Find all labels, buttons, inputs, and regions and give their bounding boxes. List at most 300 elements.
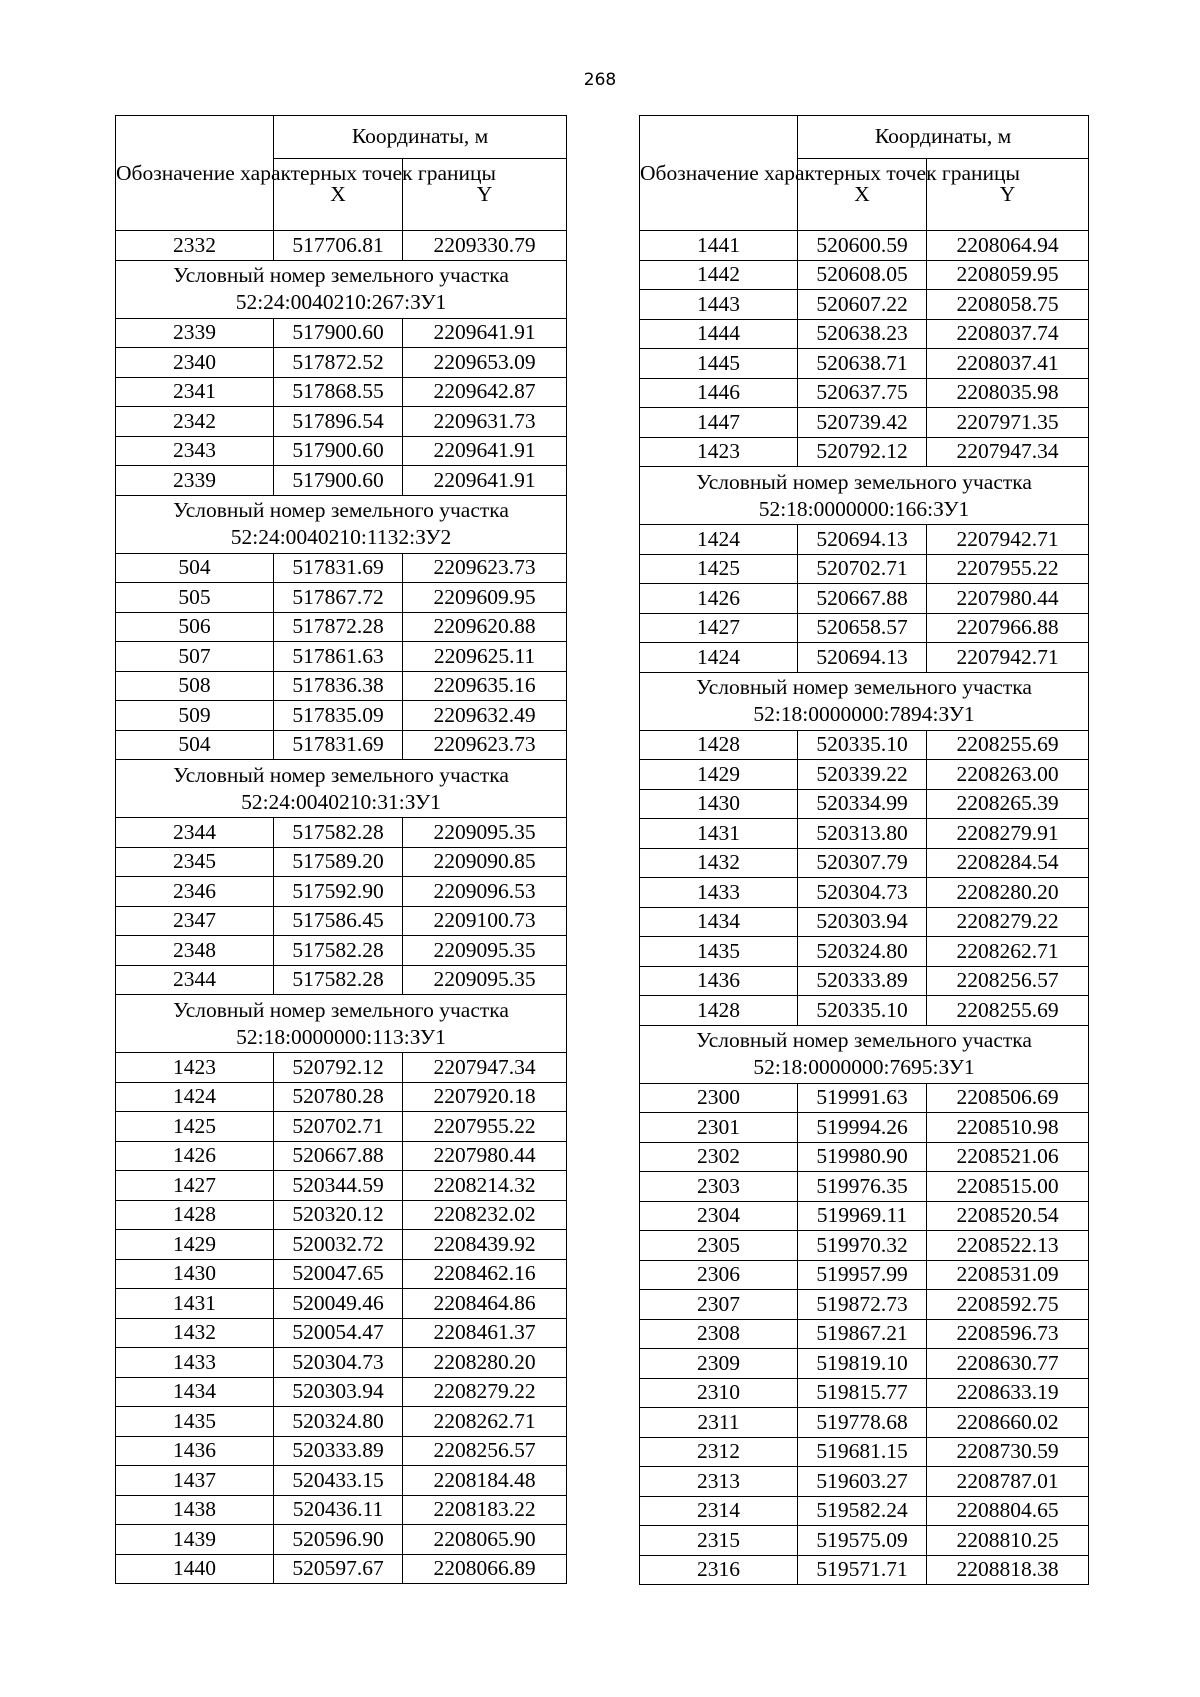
y-coordinate: 2208035.98 <box>927 378 1089 408</box>
point-number: 2339 <box>116 318 274 348</box>
table-row <box>116 1141 567 1171</box>
point-number: 1434 <box>640 907 798 937</box>
table-row <box>116 318 567 348</box>
y-coordinate: 2207955.22 <box>927 554 1089 584</box>
table-row <box>640 1319 1089 1349</box>
point-number: 2316 <box>640 1555 798 1585</box>
table-row <box>116 847 567 877</box>
table-row <box>640 437 1089 467</box>
x-coordinate: 520600.59 <box>798 231 927 261</box>
table-row <box>640 1172 1089 1202</box>
table-row <box>116 1053 567 1083</box>
y-coordinate: 2208506.69 <box>927 1083 1089 1113</box>
y-coordinate: 2209642.87 <box>403 377 567 407</box>
point-number: 2341 <box>116 377 274 407</box>
table-row <box>640 1378 1089 1408</box>
x-coordinate: 520694.13 <box>798 643 927 673</box>
table-row <box>116 936 567 966</box>
parcel-label: Условный номер земельного участка <box>173 498 509 522</box>
header-coordinates: Координаты, м <box>798 116 1089 159</box>
x-coordinate: 519980.90 <box>798 1142 927 1172</box>
y-coordinate: 2208633.19 <box>927 1378 1089 1408</box>
x-coordinate: 520303.94 <box>274 1377 403 1407</box>
x-coordinate: 517706.81 <box>274 231 403 261</box>
x-coordinate: 517831.69 <box>274 730 403 760</box>
point-number: 1429 <box>116 1230 274 1260</box>
x-coordinate: 520739.42 <box>798 408 927 438</box>
x-coordinate: 520334.99 <box>798 789 927 819</box>
point-number: 1442 <box>640 260 798 290</box>
point-number: 1424 <box>116 1082 274 1112</box>
parcel-number <box>116 995 567 1053</box>
table-row <box>640 1083 1089 1113</box>
point-number: 1433 <box>640 878 798 908</box>
table-row <box>116 553 567 583</box>
y-coordinate: 2209095.35 <box>403 818 567 848</box>
y-coordinate: 2208461.37 <box>403 1318 567 1348</box>
table-row <box>116 436 567 466</box>
table-row <box>640 1408 1089 1438</box>
point-number: 1431 <box>116 1289 274 1319</box>
x-coordinate: 520694.13 <box>798 525 927 555</box>
y-coordinate: 2208596.73 <box>927 1319 1089 1349</box>
x-coordinate: 517896.54 <box>274 407 403 437</box>
table-row <box>640 378 1089 408</box>
table-body-right <box>640 231 1089 1585</box>
y-coordinate: 2208521.06 <box>927 1142 1089 1172</box>
y-coordinate: 2207980.44 <box>403 1141 567 1171</box>
y-coordinate: 2208279.91 <box>927 819 1089 849</box>
x-coordinate: 520335.10 <box>798 996 927 1026</box>
point-number: 1444 <box>640 319 798 349</box>
x-coordinate: 520344.59 <box>274 1171 403 1201</box>
point-number: 1432 <box>640 848 798 878</box>
point-number: 507 <box>116 642 274 672</box>
x-coordinate: 519815.77 <box>798 1378 927 1408</box>
x-coordinate: 519778.68 <box>798 1408 927 1438</box>
table-row <box>116 1436 567 1466</box>
y-coordinate: 2208255.69 <box>927 730 1089 760</box>
x-coordinate: 520702.71 <box>798 554 927 584</box>
y-coordinate: 2209090.85 <box>403 847 567 877</box>
x-coordinate: 520324.80 <box>798 937 927 967</box>
x-coordinate: 519969.11 <box>798 1201 927 1231</box>
y-coordinate: 2208810.25 <box>927 1526 1089 1556</box>
coordinates-table-left <box>115 115 567 1584</box>
y-coordinate: 2208280.20 <box>927 878 1089 908</box>
header-point-designation: Обозначение характерных точек границы <box>116 116 274 231</box>
y-coordinate: 2209623.73 <box>403 730 567 760</box>
parcel-label: Условный номер земельного участка <box>696 675 1032 699</box>
y-coordinate: 2207980.44 <box>927 584 1089 614</box>
y-coordinate: 2208510.98 <box>927 1113 1089 1143</box>
x-coordinate: 520307.79 <box>798 848 927 878</box>
x-coordinate: 520702.71 <box>274 1112 403 1142</box>
point-number: 2311 <box>640 1408 798 1438</box>
x-coordinate: 519681.15 <box>798 1437 927 1467</box>
table-row <box>640 848 1089 878</box>
point-number: 1436 <box>640 966 798 996</box>
y-coordinate: 2209653.09 <box>403 348 567 378</box>
x-coordinate: 517582.28 <box>274 818 403 848</box>
point-number: 1424 <box>640 525 798 555</box>
point-number: 1431 <box>640 819 798 849</box>
point-number: 2339 <box>116 466 274 496</box>
parcel-header-row <box>116 760 567 818</box>
x-coordinate: 517582.28 <box>274 936 403 966</box>
table-row <box>640 260 1089 290</box>
table-row <box>116 1466 567 1496</box>
y-coordinate: 2208730.59 <box>927 1437 1089 1467</box>
point-number: 1445 <box>640 349 798 379</box>
point-number: 1427 <box>640 613 798 643</box>
table-row <box>640 760 1089 790</box>
table-row <box>640 349 1089 379</box>
point-number: 2315 <box>640 1526 798 1556</box>
y-coordinate: 2208184.48 <box>403 1466 567 1496</box>
x-coordinate: 520436.11 <box>274 1495 403 1525</box>
table-row <box>640 1555 1089 1585</box>
point-number: 2301 <box>640 1113 798 1143</box>
parcel-header-row <box>116 260 567 318</box>
x-coordinate: 520658.57 <box>798 613 927 643</box>
x-coordinate: 519582.24 <box>798 1496 927 1526</box>
point-number: 1423 <box>116 1053 274 1083</box>
point-number: 2312 <box>640 1437 798 1467</box>
point-number: 2310 <box>640 1378 798 1408</box>
table-row <box>640 1437 1089 1467</box>
y-coordinate: 2209095.35 <box>403 965 567 995</box>
y-coordinate: 2209620.88 <box>403 612 567 642</box>
y-coordinate: 2207920.18 <box>403 1082 567 1112</box>
parcel-number <box>640 467 1089 525</box>
y-coordinate: 2208214.32 <box>403 1171 567 1201</box>
point-number: 2346 <box>116 877 274 907</box>
y-coordinate: 2208256.57 <box>927 966 1089 996</box>
x-coordinate: 519970.32 <box>798 1231 927 1261</box>
y-coordinate: 2208464.86 <box>403 1289 567 1319</box>
x-coordinate: 517592.90 <box>274 877 403 907</box>
y-coordinate: 2208265.39 <box>927 789 1089 819</box>
x-coordinate: 519603.27 <box>798 1467 927 1497</box>
y-coordinate: 2208462.16 <box>403 1259 567 1289</box>
x-coordinate: 520049.46 <box>274 1289 403 1319</box>
parcel-cadastral-number: 52:24:0040210:267:ЗУ1 <box>235 290 447 314</box>
table-row <box>640 554 1089 584</box>
parcel-number <box>116 495 567 553</box>
y-coordinate: 2207966.88 <box>927 613 1089 643</box>
table-row <box>640 643 1089 673</box>
x-coordinate: 517835.09 <box>274 701 403 731</box>
x-coordinate: 520667.88 <box>798 584 927 614</box>
table-row <box>640 1467 1089 1497</box>
x-coordinate: 519976.35 <box>798 1172 927 1202</box>
y-coordinate: 2209609.95 <box>403 583 567 613</box>
x-coordinate: 519575.09 <box>798 1526 927 1556</box>
y-coordinate: 2208256.57 <box>403 1436 567 1466</box>
parcel-cadastral-number: 52:18:0000000:7894:ЗУ1 <box>753 702 975 726</box>
point-number: 1435 <box>116 1407 274 1437</box>
point-number: 1430 <box>116 1259 274 1289</box>
table-row <box>116 1289 567 1319</box>
x-coordinate: 520596.90 <box>274 1525 403 1555</box>
y-coordinate: 2208592.75 <box>927 1290 1089 1320</box>
y-coordinate: 2208262.71 <box>403 1407 567 1437</box>
y-coordinate: 2208058.75 <box>927 290 1089 320</box>
x-coordinate: 520792.12 <box>798 437 927 467</box>
y-coordinate: 2209096.53 <box>403 877 567 907</box>
table-body-left <box>116 231 567 1584</box>
point-number: 1433 <box>116 1348 274 1378</box>
point-number: 505 <box>116 583 274 613</box>
y-coordinate: 2208804.65 <box>927 1496 1089 1526</box>
point-number: 1426 <box>640 584 798 614</box>
x-coordinate: 520638.23 <box>798 319 927 349</box>
point-number: 2302 <box>640 1142 798 1172</box>
point-number: 1440 <box>116 1554 274 1584</box>
x-coordinate: 520333.89 <box>274 1436 403 1466</box>
y-coordinate: 2208522.13 <box>927 1231 1089 1261</box>
point-number: 1435 <box>640 937 798 967</box>
header-x: X <box>798 158 927 230</box>
y-coordinate: 2208630.77 <box>927 1349 1089 1379</box>
y-coordinate: 2208279.22 <box>403 1377 567 1407</box>
table-row <box>116 642 567 672</box>
point-number: 1424 <box>640 643 798 673</box>
table-row <box>116 583 567 613</box>
point-number: 2344 <box>116 818 274 848</box>
point-number: 1430 <box>640 789 798 819</box>
point-number: 508 <box>116 671 274 701</box>
point-number: 1443 <box>640 290 798 320</box>
y-coordinate: 2208279.22 <box>927 907 1089 937</box>
point-number: 509 <box>116 701 274 731</box>
table-row <box>640 1231 1089 1261</box>
table-row <box>640 907 1089 937</box>
x-coordinate: 520333.89 <box>798 966 927 996</box>
table-row <box>116 1495 567 1525</box>
x-coordinate: 520320.12 <box>274 1200 403 1230</box>
x-coordinate: 519571.71 <box>798 1555 927 1585</box>
x-coordinate: 517872.52 <box>274 348 403 378</box>
y-coordinate: 2207942.71 <box>927 525 1089 555</box>
table-row <box>640 1260 1089 1290</box>
x-coordinate: 517872.28 <box>274 612 403 642</box>
point-number: 1428 <box>116 1200 274 1230</box>
point-number: 2313 <box>640 1467 798 1497</box>
x-coordinate: 517900.60 <box>274 466 403 496</box>
point-number: 506 <box>116 612 274 642</box>
table-row <box>116 377 567 407</box>
table-row <box>116 1112 567 1142</box>
y-coordinate: 2207942.71 <box>927 643 1089 673</box>
y-coordinate: 2208520.54 <box>927 1201 1089 1231</box>
parcel-header-row <box>640 467 1089 525</box>
parcel-number <box>640 1025 1089 1083</box>
x-coordinate: 519957.99 <box>798 1260 927 1290</box>
x-coordinate: 517586.45 <box>274 906 403 936</box>
parcel-label: Условный номер земельного участка <box>173 762 509 787</box>
x-coordinate: 520608.05 <box>798 260 927 290</box>
table-row <box>116 466 567 496</box>
header-y: Y <box>403 158 567 230</box>
table-row <box>116 730 567 760</box>
y-coordinate: 2208280.20 <box>403 1348 567 1378</box>
header-point-designation: Обозначение характерных точек границы <box>640 116 798 231</box>
point-number: 1441 <box>640 231 798 261</box>
y-coordinate: 2208183.22 <box>403 1495 567 1525</box>
table-row <box>640 231 1089 261</box>
table-row <box>116 965 567 995</box>
table-row <box>116 906 567 936</box>
point-number: 1425 <box>640 554 798 584</box>
y-coordinate: 2208787.01 <box>927 1467 1089 1497</box>
table-row <box>116 1348 567 1378</box>
point-number: 504 <box>116 730 274 760</box>
point-number: 504 <box>116 553 274 583</box>
point-number: 1438 <box>116 1495 274 1525</box>
x-coordinate: 517900.60 <box>274 436 403 466</box>
x-coordinate: 517589.20 <box>274 847 403 877</box>
x-coordinate: 520054.47 <box>274 1318 403 1348</box>
parcel-number <box>640 672 1089 730</box>
table-row <box>116 701 567 731</box>
x-coordinate: 520032.72 <box>274 1230 403 1260</box>
point-number: 1446 <box>640 378 798 408</box>
point-number: 2314 <box>640 1496 798 1526</box>
table-row <box>116 671 567 701</box>
x-coordinate: 517900.60 <box>274 318 403 348</box>
table-row <box>640 996 1089 1026</box>
point-number: 2340 <box>116 348 274 378</box>
table-row <box>640 1201 1089 1231</box>
y-coordinate: 2209625.11 <box>403 642 567 672</box>
parcel-number <box>116 260 567 318</box>
table-row <box>116 1318 567 1348</box>
y-coordinate: 2209641.91 <box>403 318 567 348</box>
table-row <box>116 1525 567 1555</box>
point-number: 1423 <box>640 437 798 467</box>
parcel-cadastral-number: 52:18:0000000:166:ЗУ1 <box>758 496 970 521</box>
x-coordinate: 520339.22 <box>798 760 927 790</box>
table-row <box>116 407 567 437</box>
table-row <box>116 1171 567 1201</box>
parcel-label: Условный номер земельного участка <box>173 263 509 287</box>
y-coordinate: 2208439.92 <box>403 1230 567 1260</box>
table-row <box>640 1349 1089 1379</box>
header-x: X <box>274 158 403 230</box>
point-number: 2306 <box>640 1260 798 1290</box>
y-coordinate: 2208818.38 <box>927 1555 1089 1585</box>
table-row <box>640 1496 1089 1526</box>
x-coordinate: 517861.63 <box>274 642 403 672</box>
y-coordinate: 2208066.89 <box>403 1554 567 1584</box>
table-row <box>640 966 1089 996</box>
x-coordinate: 520607.22 <box>798 290 927 320</box>
table-row <box>640 937 1089 967</box>
point-number: 1426 <box>116 1141 274 1171</box>
y-coordinate: 2208660.02 <box>927 1408 1089 1438</box>
parcel-label: Условный номер земельного участка <box>173 997 509 1022</box>
x-coordinate: 517836.38 <box>274 671 403 701</box>
x-coordinate: 520303.94 <box>798 907 927 937</box>
parcel-number <box>116 760 567 818</box>
table-row <box>116 1259 567 1289</box>
y-coordinate: 2209641.91 <box>403 466 567 496</box>
parcel-header-row <box>640 1025 1089 1083</box>
point-number: 2332 <box>116 231 274 261</box>
parcel-cadastral-number: 52:18:0000000:113:ЗУ1 <box>236 1024 446 1049</box>
point-number: 2348 <box>116 936 274 966</box>
table-row <box>116 1407 567 1437</box>
x-coordinate: 520792.12 <box>274 1053 403 1083</box>
y-coordinate: 2209632.49 <box>403 701 567 731</box>
parcel-cadastral-number: 52:24:0040210:1132:ЗУ2 <box>230 525 452 549</box>
y-coordinate: 2207947.34 <box>403 1053 567 1083</box>
y-coordinate: 2207947.34 <box>927 437 1089 467</box>
table-row <box>640 878 1089 908</box>
point-number: 1437 <box>116 1466 274 1496</box>
table-row <box>116 348 567 378</box>
parcel-label: Условный номер земельного участка <box>696 469 1032 494</box>
table-row <box>116 612 567 642</box>
table-row <box>116 818 567 848</box>
x-coordinate: 520597.67 <box>274 1554 403 1584</box>
parcel-header-row <box>640 672 1089 730</box>
x-coordinate: 520667.88 <box>274 1141 403 1171</box>
y-coordinate: 2208232.02 <box>403 1200 567 1230</box>
parcel-cadastral-number: 52:18:0000000:7695:ЗУ1 <box>753 1055 975 1079</box>
table-row <box>640 525 1089 555</box>
x-coordinate: 520313.80 <box>798 819 927 849</box>
x-coordinate: 517582.28 <box>274 965 403 995</box>
point-number: 2300 <box>640 1083 798 1113</box>
x-coordinate: 519819.10 <box>798 1349 927 1379</box>
x-coordinate: 517868.55 <box>274 377 403 407</box>
point-number: 1428 <box>640 730 798 760</box>
x-coordinate: 520304.73 <box>798 878 927 908</box>
y-coordinate: 2208065.90 <box>403 1525 567 1555</box>
point-number: 1425 <box>116 1112 274 1142</box>
x-coordinate: 520433.15 <box>274 1466 403 1496</box>
parcel-cadastral-number: 52:24:0040210:31:ЗУ1 <box>241 789 441 814</box>
coordinates-table-right <box>639 115 1089 1585</box>
y-coordinate: 2207971.35 <box>927 408 1089 438</box>
table-row <box>640 1142 1089 1172</box>
parcel-header-row <box>116 995 567 1053</box>
table-row <box>116 1554 567 1584</box>
header-y: Y <box>927 158 1089 230</box>
point-number: 2344 <box>116 965 274 995</box>
y-coordinate: 2208515.00 <box>927 1172 1089 1202</box>
y-coordinate: 2208263.00 <box>927 760 1089 790</box>
y-coordinate: 2208284.54 <box>927 848 1089 878</box>
point-number: 2347 <box>116 906 274 936</box>
parcel-label: Условный номер земельного участка <box>696 1028 1032 1052</box>
y-coordinate: 2209100.73 <box>403 906 567 936</box>
x-coordinate: 519991.63 <box>798 1083 927 1113</box>
y-coordinate: 2209095.35 <box>403 936 567 966</box>
y-coordinate: 2209623.73 <box>403 553 567 583</box>
table-row <box>116 231 567 261</box>
y-coordinate: 2208037.74 <box>927 319 1089 349</box>
y-coordinate: 2208064.94 <box>927 231 1089 261</box>
table-row <box>640 1113 1089 1143</box>
parcel-header-row <box>116 495 567 553</box>
table-row <box>116 1200 567 1230</box>
point-number: 1429 <box>640 760 798 790</box>
table-row <box>116 1082 567 1112</box>
